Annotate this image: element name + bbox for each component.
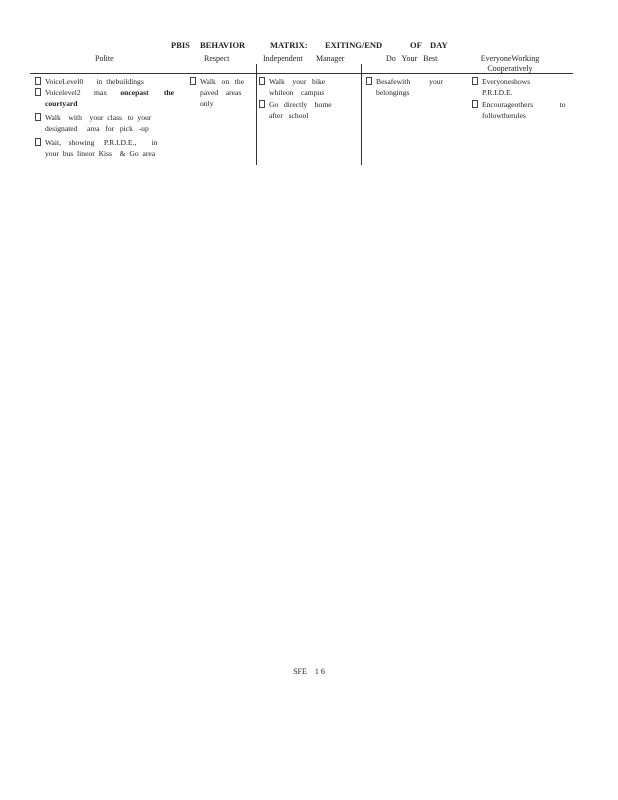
list-item: Besafewith your belongings xyxy=(366,76,466,98)
list-item: Voicelevel2 max oncepast the courtyard xyxy=(35,87,170,109)
checkbox-bullet-icon xyxy=(259,100,265,108)
title-word: EXITING/END xyxy=(325,40,383,50)
checkbox-bullet-icon xyxy=(35,113,41,121)
checkbox-bullet-icon xyxy=(35,88,41,96)
checkbox-bullet-icon xyxy=(35,138,41,146)
list-item: VoiceLevel0 in thebuildings xyxy=(35,76,170,87)
title-word: PBIS xyxy=(171,40,190,50)
list-item: Walk with your class to your designated area for pick -up xyxy=(35,112,170,134)
title-word: OF xyxy=(410,40,422,50)
header-independent: Independent xyxy=(263,54,303,63)
document-title xyxy=(0,40,618,52)
title-word: BEHAVIOR xyxy=(200,40,246,50)
header-everyone-line2: Cooperatively xyxy=(487,64,533,73)
column-divider xyxy=(256,64,257,165)
list-item: Wait, showing P.R.I.D.E., in your bus lineor Kiss & Go area xyxy=(35,137,170,159)
page-footer: SFE 1 6 xyxy=(293,667,325,676)
checkbox-bullet-icon xyxy=(472,100,478,108)
list-item: Go directly home after school xyxy=(259,99,355,121)
list-item: Encourageothers to followtherules xyxy=(472,99,572,121)
header-polite: Polite xyxy=(95,54,114,63)
list-item: Walk your bike whileon campus xyxy=(259,76,355,98)
checkbox-bullet-icon xyxy=(366,77,372,85)
header-everyone xyxy=(470,54,550,74)
list-item: Everyoneshows P.R.I.D.E. xyxy=(472,76,572,98)
header-rule xyxy=(30,73,573,74)
header-respect: Respect xyxy=(204,54,230,63)
list-item: Walk on the paved areas only xyxy=(190,76,252,109)
column-divider xyxy=(361,64,362,165)
header-everyone-line1: EveryoneWorking xyxy=(480,54,540,63)
header-do-your-best: Do Your Best xyxy=(386,54,438,63)
checkbox-bullet-icon xyxy=(190,77,196,85)
checkbox-bullet-icon xyxy=(472,77,478,85)
checkbox-bullet-icon xyxy=(35,77,41,85)
title-word: DAY xyxy=(430,40,448,50)
checkbox-bullet-icon xyxy=(259,77,265,85)
header-manager: Manager xyxy=(316,54,345,63)
title-word: MATRIX: xyxy=(270,40,308,50)
